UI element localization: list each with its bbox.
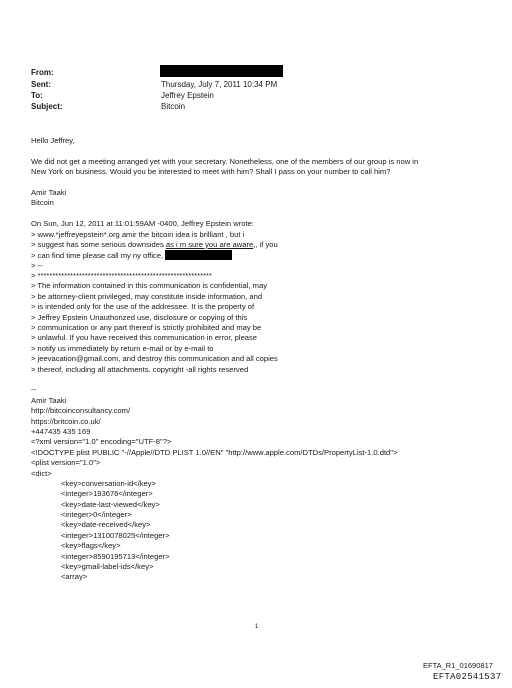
greeting: Hello Jeffrey, (31, 136, 75, 145)
quoted-text-underlined: as i m sure you are aware (165, 239, 254, 249)
signature-url: https://britcoin.co.uk/ (31, 416, 101, 426)
page-number: 1 (255, 624, 259, 630)
quoted-text: > suggest has some serious downsides (31, 239, 166, 249)
xml-line: <integer>193676</integer> (61, 489, 153, 499)
signature-separator: -- (31, 385, 37, 395)
xml-line: <key>date-last-viewed</key> (61, 499, 160, 509)
quoted-line: > -- (31, 260, 43, 270)
xml-line: <key>date-received</key> (61, 520, 151, 530)
quoted-line: > *********************************************************** (31, 271, 212, 281)
to-value: Jeffrey Epstein (161, 91, 214, 100)
quoted-line: > be attorney-client privileged, may constitute inside information, and (31, 291, 263, 301)
quote-intro: On Sun, Jun 12, 2011 at 11:01:59AM -0400, Jeffrey Epstein wrote: (31, 219, 254, 229)
bates-number-small: EFTA_R1_01690817 (423, 661, 493, 670)
body-paragraph-line-1: We did not get a meeting arranged yet with your secretary. Nonetheless, one of the members of our group is now in (31, 156, 419, 166)
quoted-line: > unlawful. If you have received this communication in error, please (31, 333, 258, 343)
xml-line: <integer>0</integer> (61, 510, 132, 520)
sent-label: Sent: (31, 80, 51, 89)
quoted-line: > communication or any part thereof is strictly prohibited and may be (31, 323, 262, 333)
signature-phone: +447435 435 169 (31, 426, 91, 436)
email-body (31, 136, 418, 583)
quoted-line: > The information contained in this communication is confidential, may (31, 281, 268, 291)
bates-number-large: EFTA02541537 (433, 672, 502, 682)
subject-value: Bitcoin (161, 102, 186, 111)
redaction-bar-from (160, 65, 283, 77)
sent-value: Thursday, July 7, 2011 10:34 PM (161, 80, 278, 89)
xml-line: <plist version="1.0"> (31, 458, 101, 468)
body-paragraph-line-2: New York on business. Would you be interested to meet with him? Shall I pass on your number to call him? (31, 167, 391, 177)
quoted-line (31, 250, 418, 260)
xml-line: <integer>1310078025</integer> (61, 530, 170, 540)
xml-line: <!DOCTYPE plist PUBLIC "-//Apple//DTD PLIST 1.0//EN" "http://www.apple.com/DTDs/PropertyList-1.0.dtd"> (31, 447, 398, 457)
quoted-line: > jeevacation@gmail.com, and destroy this communication and all copies (31, 354, 278, 364)
xml-line: <dict> (31, 468, 52, 478)
xml-line: <key>flags</key> (61, 541, 121, 551)
quoted-text: > can find time please call my ny office, (31, 251, 166, 261)
signature-name: Amir Taaki (31, 395, 67, 405)
quoted-text: ,, if you (253, 239, 278, 249)
from-label: From: (31, 68, 54, 77)
quoted-line: > www.*jeffreyepstein*.org amir the bitcoin idea is brilliant , but i (31, 229, 245, 239)
xml-line: <array> (61, 572, 88, 582)
xml-line: <key>gmail-label-ids</key> (61, 562, 154, 572)
xml-line: <key>conversation-id</key> (61, 478, 156, 488)
quoted-line: > Jeffrey Epstein Unauthorized use, disclosure or copying of this (31, 312, 248, 322)
xml-line: <?xml version="1.0" encoding="UTF-8"?> (31, 437, 172, 447)
signature-org: Bitcoin (31, 198, 54, 208)
to-label: To: (31, 91, 43, 100)
quoted-line: > notify us immediately by return e-mail or by e-mail to (31, 343, 214, 353)
quoted-line: > is intended only for the use of the addressee. It is the property of (31, 302, 255, 312)
redaction-bar-phone (165, 250, 232, 260)
quoted-line (31, 240, 418, 250)
signature-name: Amir Taaki (31, 187, 67, 197)
signature-url: http://bitcoinconsultancy.com/ (31, 406, 131, 416)
subject-label: Subject: (31, 102, 63, 111)
xml-line: <integer>8590195713</integer> (61, 551, 170, 561)
quoted-line: > thereof, including all attachments. copyright -all rights reserved (31, 364, 249, 374)
